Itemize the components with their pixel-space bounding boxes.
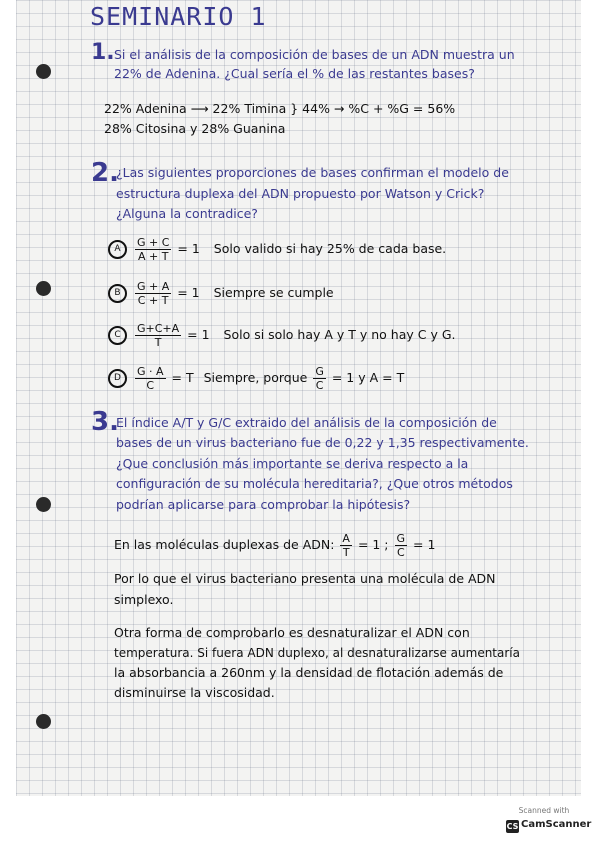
option-d-comment: Siempre, porque — [203, 370, 308, 385]
option-b-marker: B — [108, 284, 127, 303]
answer-3-method-line: disminuirse la viscosidad. — [114, 685, 275, 700]
option-c-rhs: = 1 — [187, 327, 210, 342]
notebook-page — [16, 0, 581, 796]
answer-3-formula — [114, 532, 435, 559]
option-d-tail: = 1 y A = T — [331, 370, 405, 385]
ratio-a-t: $\frac{A}{T}$ — [342, 532, 350, 559]
question-3-line: configuración de su molécula hereditaria?, ¿Que otros métodos — [116, 476, 513, 491]
binder-hole — [36, 714, 51, 729]
option-c-marker: C — [108, 326, 127, 345]
option-c-comment: Solo si solo hay A y T y no hay C y G. — [223, 327, 456, 342]
option-c — [108, 322, 455, 349]
option-b — [108, 280, 334, 307]
question-3-number: 3. — [91, 407, 119, 437]
option-d-marker: D — [108, 369, 127, 388]
option-b-comment: Siempre se cumple — [213, 285, 334, 300]
answer-1-line: 22% Adenina ⟶ 22% Timina } 44% → %C + %G = 56% — [104, 101, 456, 116]
question-1-number: 1. — [91, 40, 115, 65]
question-2-line: ¿Alguna la contradice? — [116, 206, 258, 221]
question-2-number: 2. — [91, 158, 119, 188]
option-b-rhs: = 1 — [177, 285, 200, 300]
option-d-rhs: = T — [171, 370, 194, 385]
binder-hole — [36, 64, 51, 79]
answer-3-end: = 1 — [413, 537, 436, 552]
option-a-fraction: $\frac{G + C}{A + T}$ — [136, 236, 170, 263]
option-a-rhs: = 1 — [177, 241, 200, 256]
answer-3-mid: = 1 ; — [357, 537, 389, 552]
page-title: SEMINARIO 1 — [90, 2, 267, 31]
answer-3-conclusion-line: Por lo que el virus bacteriano presenta una molécula de ADN — [114, 571, 496, 586]
option-d — [108, 365, 404, 392]
scanned-with-label: Scanned with — [518, 806, 570, 815]
question-3-line: bases de un virus bacteriano fue de 0,22 y 1,35 respectivamente. — [116, 435, 529, 450]
answer-3-method-line: la absorbancia a 260nm y la densidad de flotación además de — [114, 665, 504, 680]
option-d-fraction: $\frac{G \cdot A}{C}$ — [136, 365, 164, 392]
question-3-line: El índice A/T y G/C extraido del análisis de la composición de — [116, 415, 497, 430]
option-a-comment: Solo valido si hay 25% de cada base. — [213, 241, 447, 256]
answer-3-conclusion-line: simplexo. — [114, 592, 174, 607]
binder-hole — [36, 497, 51, 512]
camscanner-logo-icon: CS — [506, 822, 519, 831]
question-3-line: podrían aplicarse para comprobar la hipótesis? — [116, 497, 411, 512]
question-2-line: ¿Las siguientes proporciones de bases confirman el modelo de — [116, 165, 509, 180]
camscanner-name: CamScanner — [521, 819, 592, 830]
question-2-line: estructura duplexa del ADN propuesto por Watson y Crick? — [116, 186, 485, 201]
camscanner-watermark — [504, 806, 592, 840]
answer-3-method-line: Otra forma de comprobarlo es desnaturalizar el ADN con — [114, 625, 470, 640]
answer-3-method-line: temperatura. Si fuera ADN duplexo, al desnaturalizarse aumentaría — [114, 646, 520, 660]
answer-1-line: 28% Citosina y 28% Guanina — [104, 121, 286, 136]
option-c-fraction: $\frac{G+C+A}{T}$ — [136, 322, 180, 349]
question-3-line: ¿Que conclusión más importante se deriva respecto a la — [116, 456, 469, 471]
question-1-line: 22% de Adenina. ¿Cual sería el % de las restantes bases? — [114, 66, 475, 81]
option-d-fraction-2: $\frac{G}{C}$ — [315, 365, 324, 392]
answer-3-prefix: En las moléculas duplexas de ADN: — [114, 537, 335, 552]
question-1-line: Si el análisis de la composición de bases de un ADN muestra un — [114, 47, 515, 62]
ratio-g-c: $\frac{G}{C}$ — [396, 532, 406, 559]
option-b-fraction: $\frac{G + A}{C + T}$ — [136, 280, 170, 307]
binder-hole — [36, 281, 51, 296]
option-a — [108, 236, 446, 263]
option-a-marker: A — [108, 240, 127, 259]
